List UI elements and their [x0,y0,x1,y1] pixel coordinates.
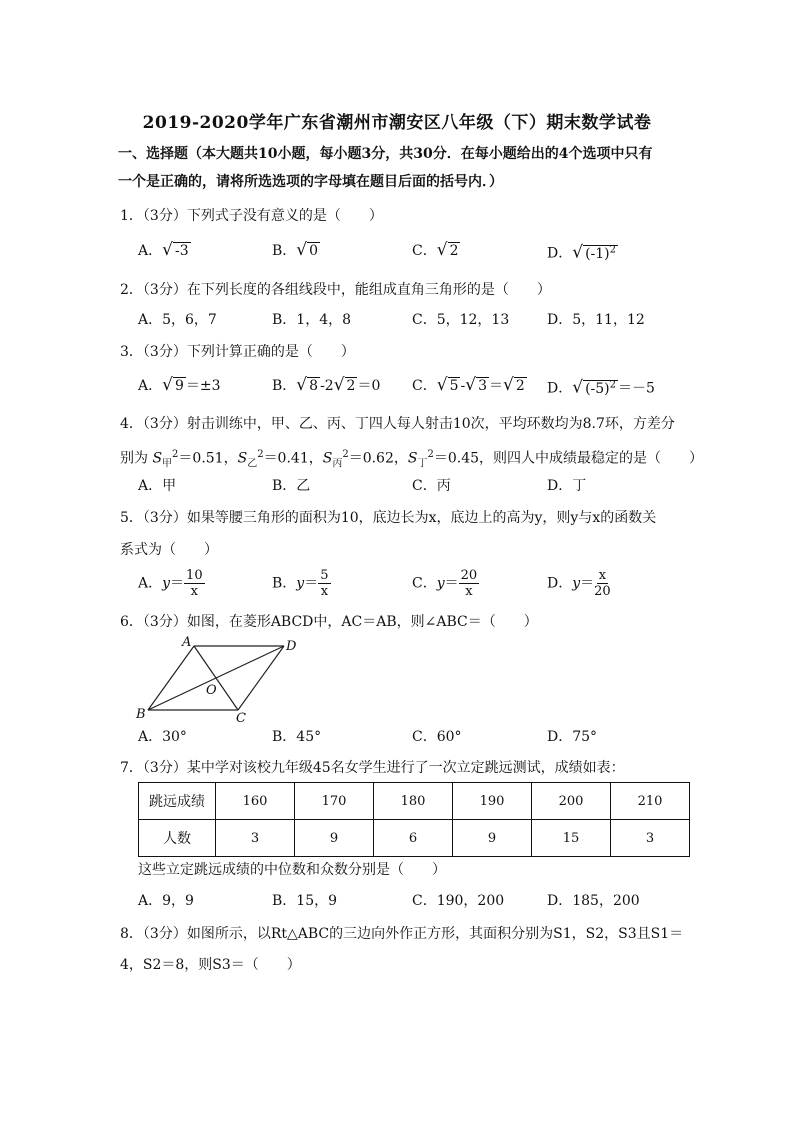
table-cell: 210 [611,783,690,820]
page-title: 2019-2020学年广东省潮州市潮安区八年级（下）期末数学试卷 [142,113,652,133]
q2-option-a: A．5，6，7 [138,312,217,328]
section-instruction-line2: 一个是正确的，请将所选选项的字母填在题目后面的括号内．） [118,174,503,190]
q7-question: 这些立定跳远成绩的中位数和众数分别是（ ） [138,862,446,878]
vertex-label-c: C [236,711,246,724]
rhombus-side-ba [148,646,194,710]
table-cell: 160 [216,783,295,820]
q3-stem: 3．（3分）下列计算正确的是（ ） [120,344,355,360]
q4-option-a: A．甲 [138,478,177,494]
q4-stem-line1: 4．（3分）射击训练中，甲、乙、丙、丁四人每人射击10次，平均环数均为8.7环，方差分 [120,416,675,432]
q5-option-c: C．y＝ $\frac{20}{x}$ [412,568,478,599]
q6-stem: 6．（3分）如图，在菱形ABCD中，AC＝AB，则∠ABC＝（ ） [120,614,538,630]
q7-stem: 7．（3分）某中学对该校九年级45名女学生进行了一次立定跳远测试，成绩如表： [120,760,625,776]
vertex-label-b: B [136,707,146,722]
section-instruction-line1: 一、选择题（本大题共10小题，每小题3分，共30分．在每小题给出的4个选项中只有 [118,146,653,162]
q6-option-d: D．75° [547,729,598,745]
q6-option-a: A．30° [138,729,187,745]
diagonal-bd [148,646,284,710]
q3-option-c: C．√ 5 -√ 3 ＝√ 2 [412,375,525,395]
table-cell: 15 [532,820,611,857]
q3-option-a: A．√ 9 ＝±3 [138,375,221,395]
q1-option-a: A．√ -3 [138,240,189,260]
q2-stem: 2．（3分）在下列长度的各组线段中，能组成直角三角形的是（ ） [120,282,551,298]
table-cell: 6 [374,820,453,857]
q8-stem-line1: 8．（3分）如图所示，以Rt△ABC的三边向外作正方形，其面积分别为S1，S2，S3且S1＝ [120,926,684,942]
q5-stem-line2: 系式为（ ） [120,542,218,558]
rhombus-side-dc [238,646,284,710]
q7-option-d: D．185，200 [547,893,640,909]
q7-option-a: A．9，9 [138,893,194,909]
q2-option-b: B．1，4，8 [272,312,352,328]
q4-stem-line2: 别为 $S_甲^2=0.51$，$S_乙^2=0.41$，$S_丙^2=0.62$，$S_丁^2=0.45$，则四人中成绩最稳定的是（ ） [120,449,704,470]
q1-option-c: C．√ 2 [412,240,459,260]
center-label-o: O [206,683,217,698]
table-cell: 180 [374,783,453,820]
q5-option-a: A．y＝ $\frac{10}{x}$ [138,568,203,599]
q5-stem-line1: 5．（3分）如果等腰三角形的面积为10，底边长为x，底边上的高为y，则y与x的函数关 [120,510,657,526]
q1-stem: 1．（3分）下列式子没有意义的是（ ） [120,208,383,224]
table-cell: 9 [295,820,374,857]
table-row [139,783,690,820]
q5-option-b: B．y＝ $\frac{5}{x}$ [272,568,329,599]
q2-option-d: D．5，11，12 [547,312,645,328]
q3-option-d: D．√ $(-5)^2 =-5$ [547,377,655,398]
q7-option-c: C．190，200 [412,893,505,909]
vertex-label-a: A [182,635,192,650]
q1-option-d: D．√ $(-1)^2$ [547,242,617,263]
table-cell: 170 [295,783,374,820]
q4-option-b: B．乙 [272,478,311,494]
rhombus-figure [134,634,314,724]
vertex-label-d: D [286,639,297,654]
q4-option-d: D．丁 [547,478,587,494]
table-cell: 3 [611,820,690,857]
table-cell: 9 [453,820,532,857]
q4-option-c: C．丙 [412,478,451,494]
table-cell: 200 [532,783,611,820]
q2-option-c: C．5，12，13 [412,312,510,328]
q6-option-c: C．60° [412,729,462,745]
q1-option-b: B．√ 0 [272,240,319,260]
q5-option-d: D．y＝ $\frac{x}{20}$ [547,568,611,599]
table-cell: 190 [453,783,532,820]
table-row-header: 跳远成绩 [139,783,216,820]
q3-option-b: B．√ 8 -2√ 2 ＝0 [272,375,381,395]
table-row-header: 人数 [139,820,216,857]
score-table [138,782,690,857]
q7-option-b: B．15，9 [272,893,338,909]
table-row [139,820,690,857]
q8-stem-line2: 4，S2＝8，则S3＝（ ） [120,957,301,973]
q6-option-b: B．45° [272,729,322,745]
table-cell: 3 [216,820,295,857]
